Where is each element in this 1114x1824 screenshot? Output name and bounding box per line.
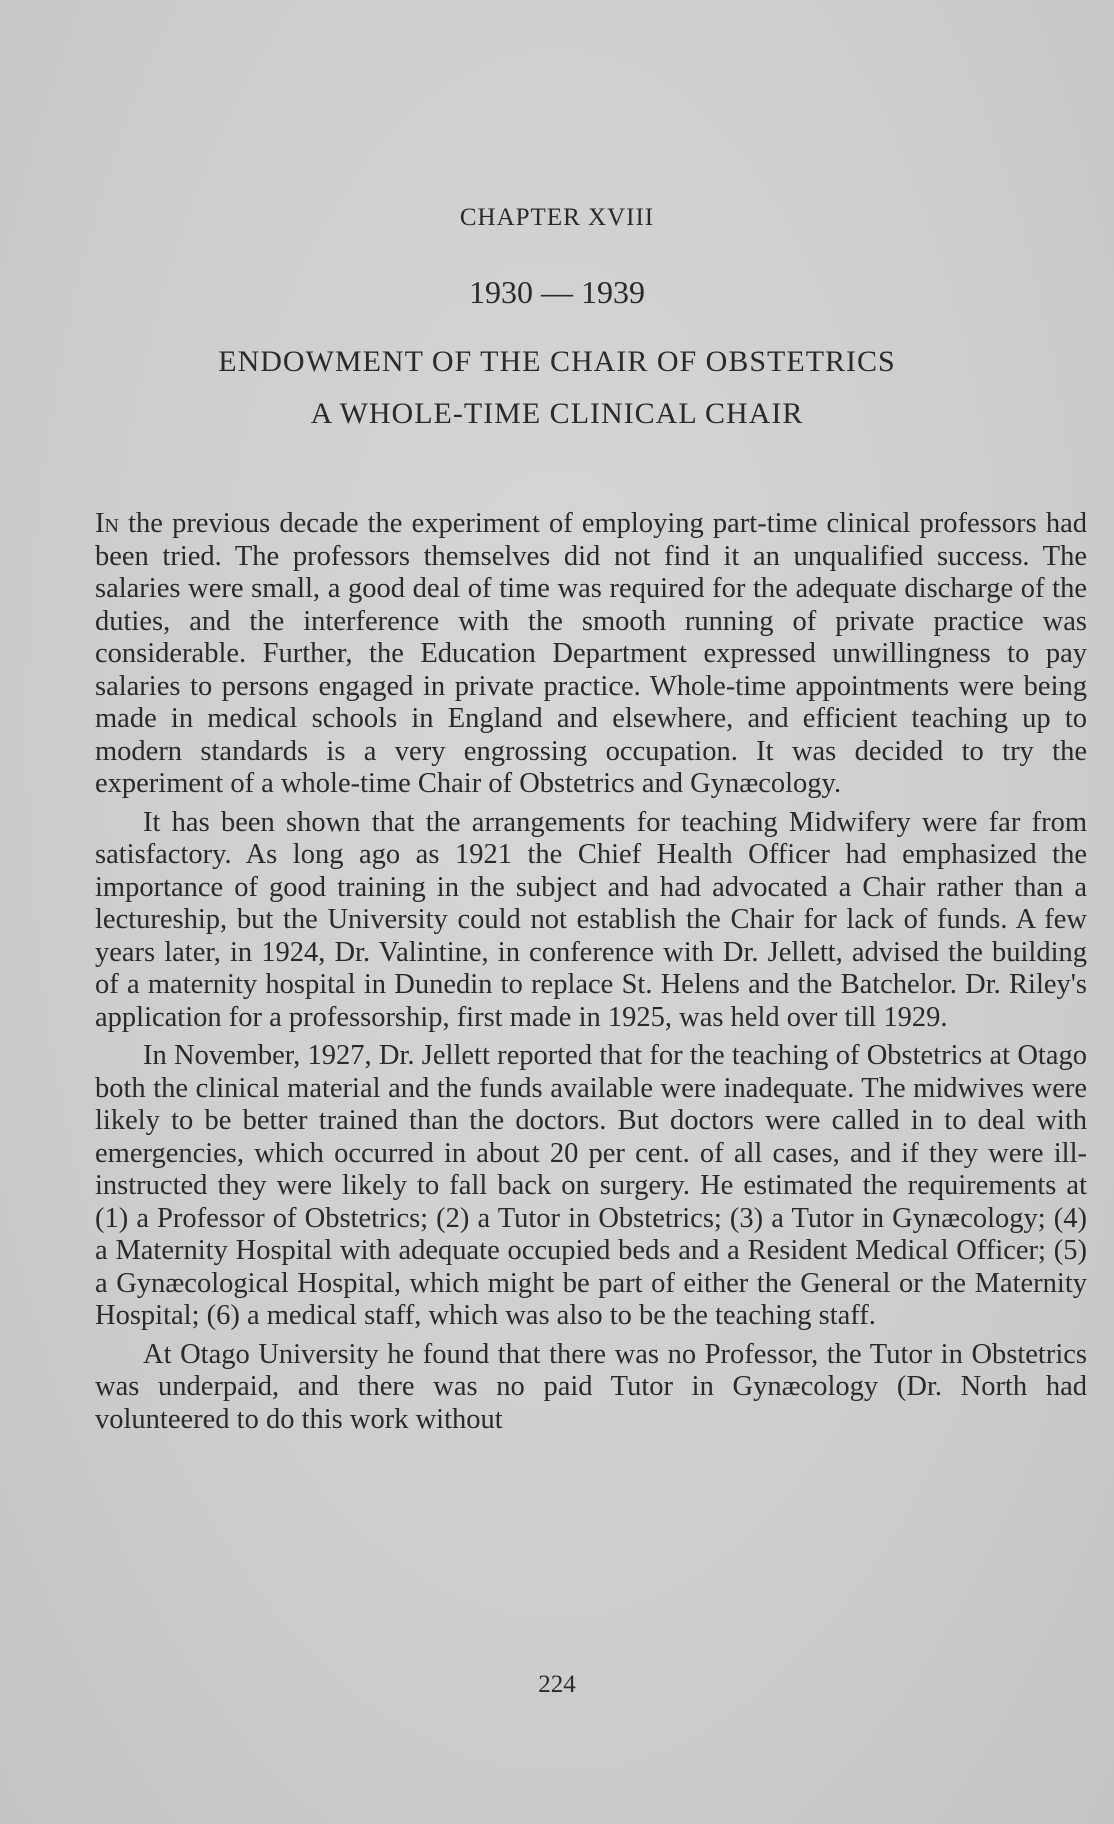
paragraph-2: It has been shown that the arrangements for teaching Midwifery were far from satisfactory. As long ago as 1921 the Chief Health Officer had emphasized the importance of good training in the subject and had advocated a Chair rather than a lectureship, but the University could not establish the Chair for lack of funds. A few years later, in 1924, Dr. Valintine, in conference with Dr. Jellett, advised the building of a maternity hospital in Dunedin to replace St. Helens and the Batchelor. Dr. Riley's application for a professorship, first made in 1925, was held over till 1929.	[95, 806, 1087, 1033]
paragraph-4: At Otago University he found that there was no Professor, the Tutor in Obstetrics was underpaid, and there was no paid Tutor in Gynæcology (Dr. North had volunteered to do this work without	[95, 1338, 1087, 1435]
chapter-heading: CHAPTER XVIII	[459, 204, 655, 231]
paragraph-1	[95, 508, 1087, 801]
paragraph-1-text: the previous decade the experiment of employing part-time clinical professors had been tried. The professors themselves did not find it an unqualified success. The salaries were small, a good deal of time was required for the adequate discharge of the duties, and the interference with the smooth running of private practice was considerable. Further, the Education Department expressed unwillingness to pay salaries to persons engaged in private practice. Whole-time appointments were being made in medical schools in England and elsewhere, and efficient teaching up to modern standards is a very engrossing occupation. It was decided to try the experiment of a whole-time Chair of Obstetrics and Gynæcology.	[95, 508, 1087, 799]
paragraph-3: In November, 1927, Dr. Jellett reported that for the teaching of Obstetrics at Otago both the clinical material and the funds available were inadequate. The midwives were likely to be better trained than the doctors. But doctors were called in to deal with emergencies, which occurred in about 20 per cent. of all cases, and if they were ill-instructed they were likely to fall back on surgery. He estimated the requirements at (1) a Professor of Obstetrics; (2) a Tutor in Obstetrics; (3) a Tutor in Gynæcology; (4) a Maternity Hospital with adequate occupied beds and a Resident Medical Officer; (5) a Gynæcological Hospital, which might be part of either the General or the Maternity Hospital; (6) a medical staff, which was also to be the teaching staff.	[95, 1040, 1087, 1331]
chapter-title-line-1: ENDOWMENT OF THE CHAIR OF OBSTETRICS	[218, 345, 896, 378]
paragraph-1-lead: In	[95, 508, 119, 539]
chapter-title-line-2: A WHOLE-TIME CLINICAL CHAIR	[310, 397, 804, 430]
body-text	[95, 508, 1087, 1442]
page-number: 224	[538, 1671, 576, 1698]
chapter-years: 1930 — 1939	[469, 274, 645, 310]
